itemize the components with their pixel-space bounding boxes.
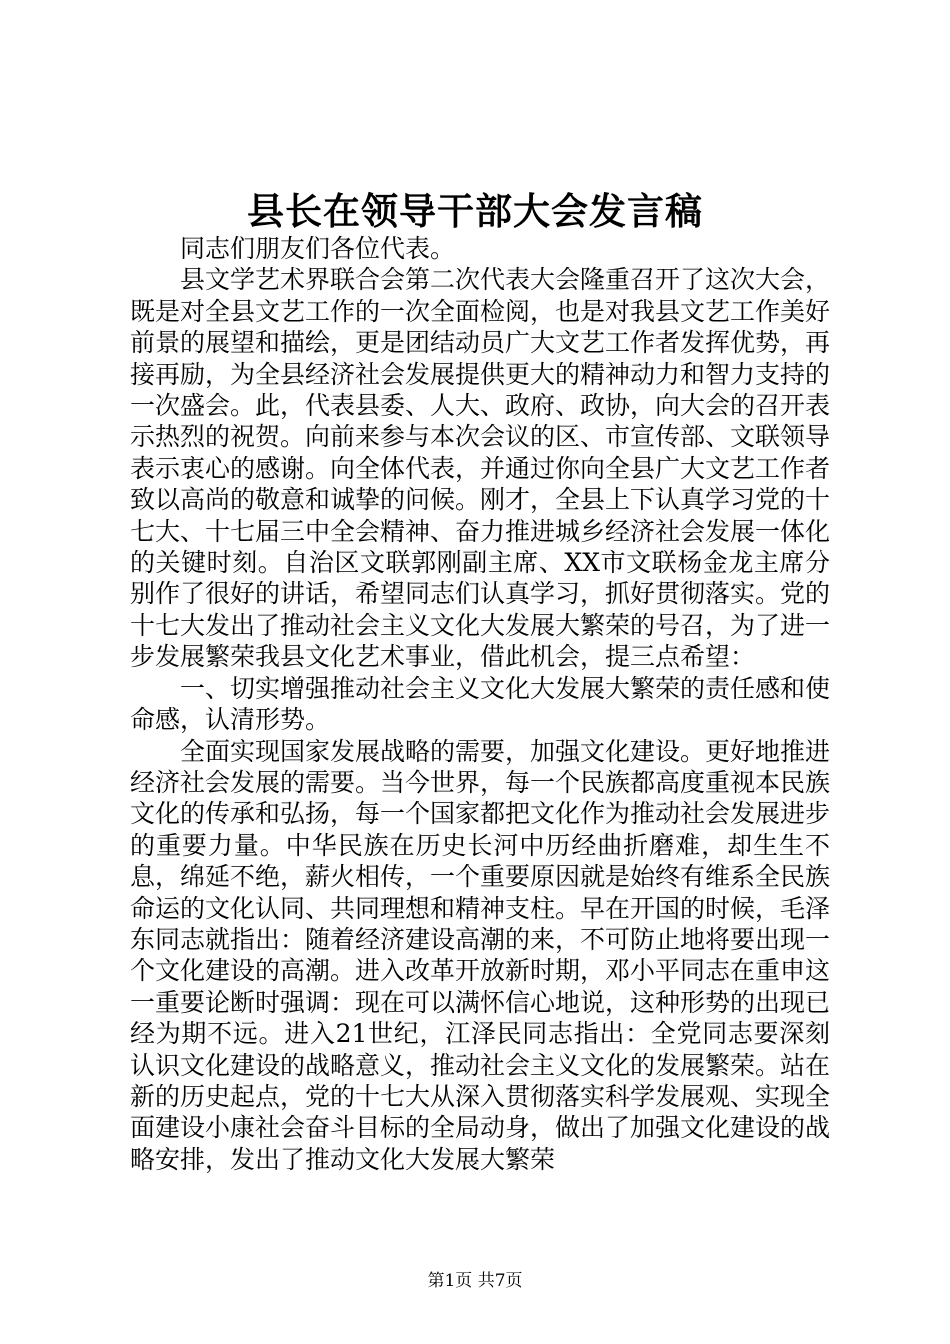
paragraph-section-one-heading: 一、切实增强推动社会主义文化大发展大繁荣的责任感和使命感，认清形势。 [130,673,831,735]
paragraph-section-one-body: 全面实现国家发展战略的需要，加强文化建设。更好地推进经济社会发展的需要。当今世界，每一个民族都高度重视本民族文化的传承和弘扬，每一个国家都把文化作为推动社会发展进步的重要力量。中华民族在历史长河中历经曲折磨难，却生生不息，绵延不绝，薪火相传，一个重要原因就是始终有维系全民族命运的文化认同、共同理想和精神支柱。早在开国的时候，毛泽东同志就指出：随着经济建设高潮的来，不可防止地将要出现一个文化建设的高潮。进入改革开放新时期，邓小平同志在重申这一重要论断时强调：现在可以满怀信心地说，这种形势的出现已经为期不远。进入21世纪，江泽民同志指出：全党同志要深刻认识文化建设的战略意义，推动社会主义文化的发展繁荣。站在新的历史起点，党的十七大从深入贯彻落实科学发展观、实现全面建设小康社会奋斗目标的全局动身，做出了加强文化建设的战略安排，发出了推动文化大发展大繁荣 [130,736,831,1174]
paragraph-greeting: 同志们朋友们各位代表。 [180,234,456,263]
page-number-footer: 第1页 共7页 [427,1271,523,1291]
document-title: 县长在领导干部大会发言稿 [247,189,703,233]
document-body [130,233,830,1175]
paragraph-opening: 县文学艺术界联合会第二次代表大会隆重召开了这次大会，既是对全县文艺工作的一次全面检阅，也是对我县文艺工作美好前景的展望和描绘，更是团结动员广大文艺工作者发挥优势，再接再励，为全县经济社会发展提供更大的精神动力和智力支持的一次盛会。此，代表县委、人大、政府、政协，向大会的召开表示热烈的祝贺。向前来参与本次会议的区、市宣传部、文联领导表示衷心的感谢。向全体代表，并通过你向全县广大文艺工作者致以高尚的敬意和诚挚的问候。刚才，全县上下认真学习党的十七大、十七届三中全会精神、奋力推进城乡经济社会发展一体化的关键时刻。自治区文联郭刚副主席、XX市文联杨金龙主席分别作了很好的讲话，希望同志们认真学习，抓好贯彻落实。党的十七大发出了推动社会主义文化大发展大繁荣的号召，为了进一步发展繁荣我县文化艺术事业，借此机会，提三点希望： [130,265,831,672]
